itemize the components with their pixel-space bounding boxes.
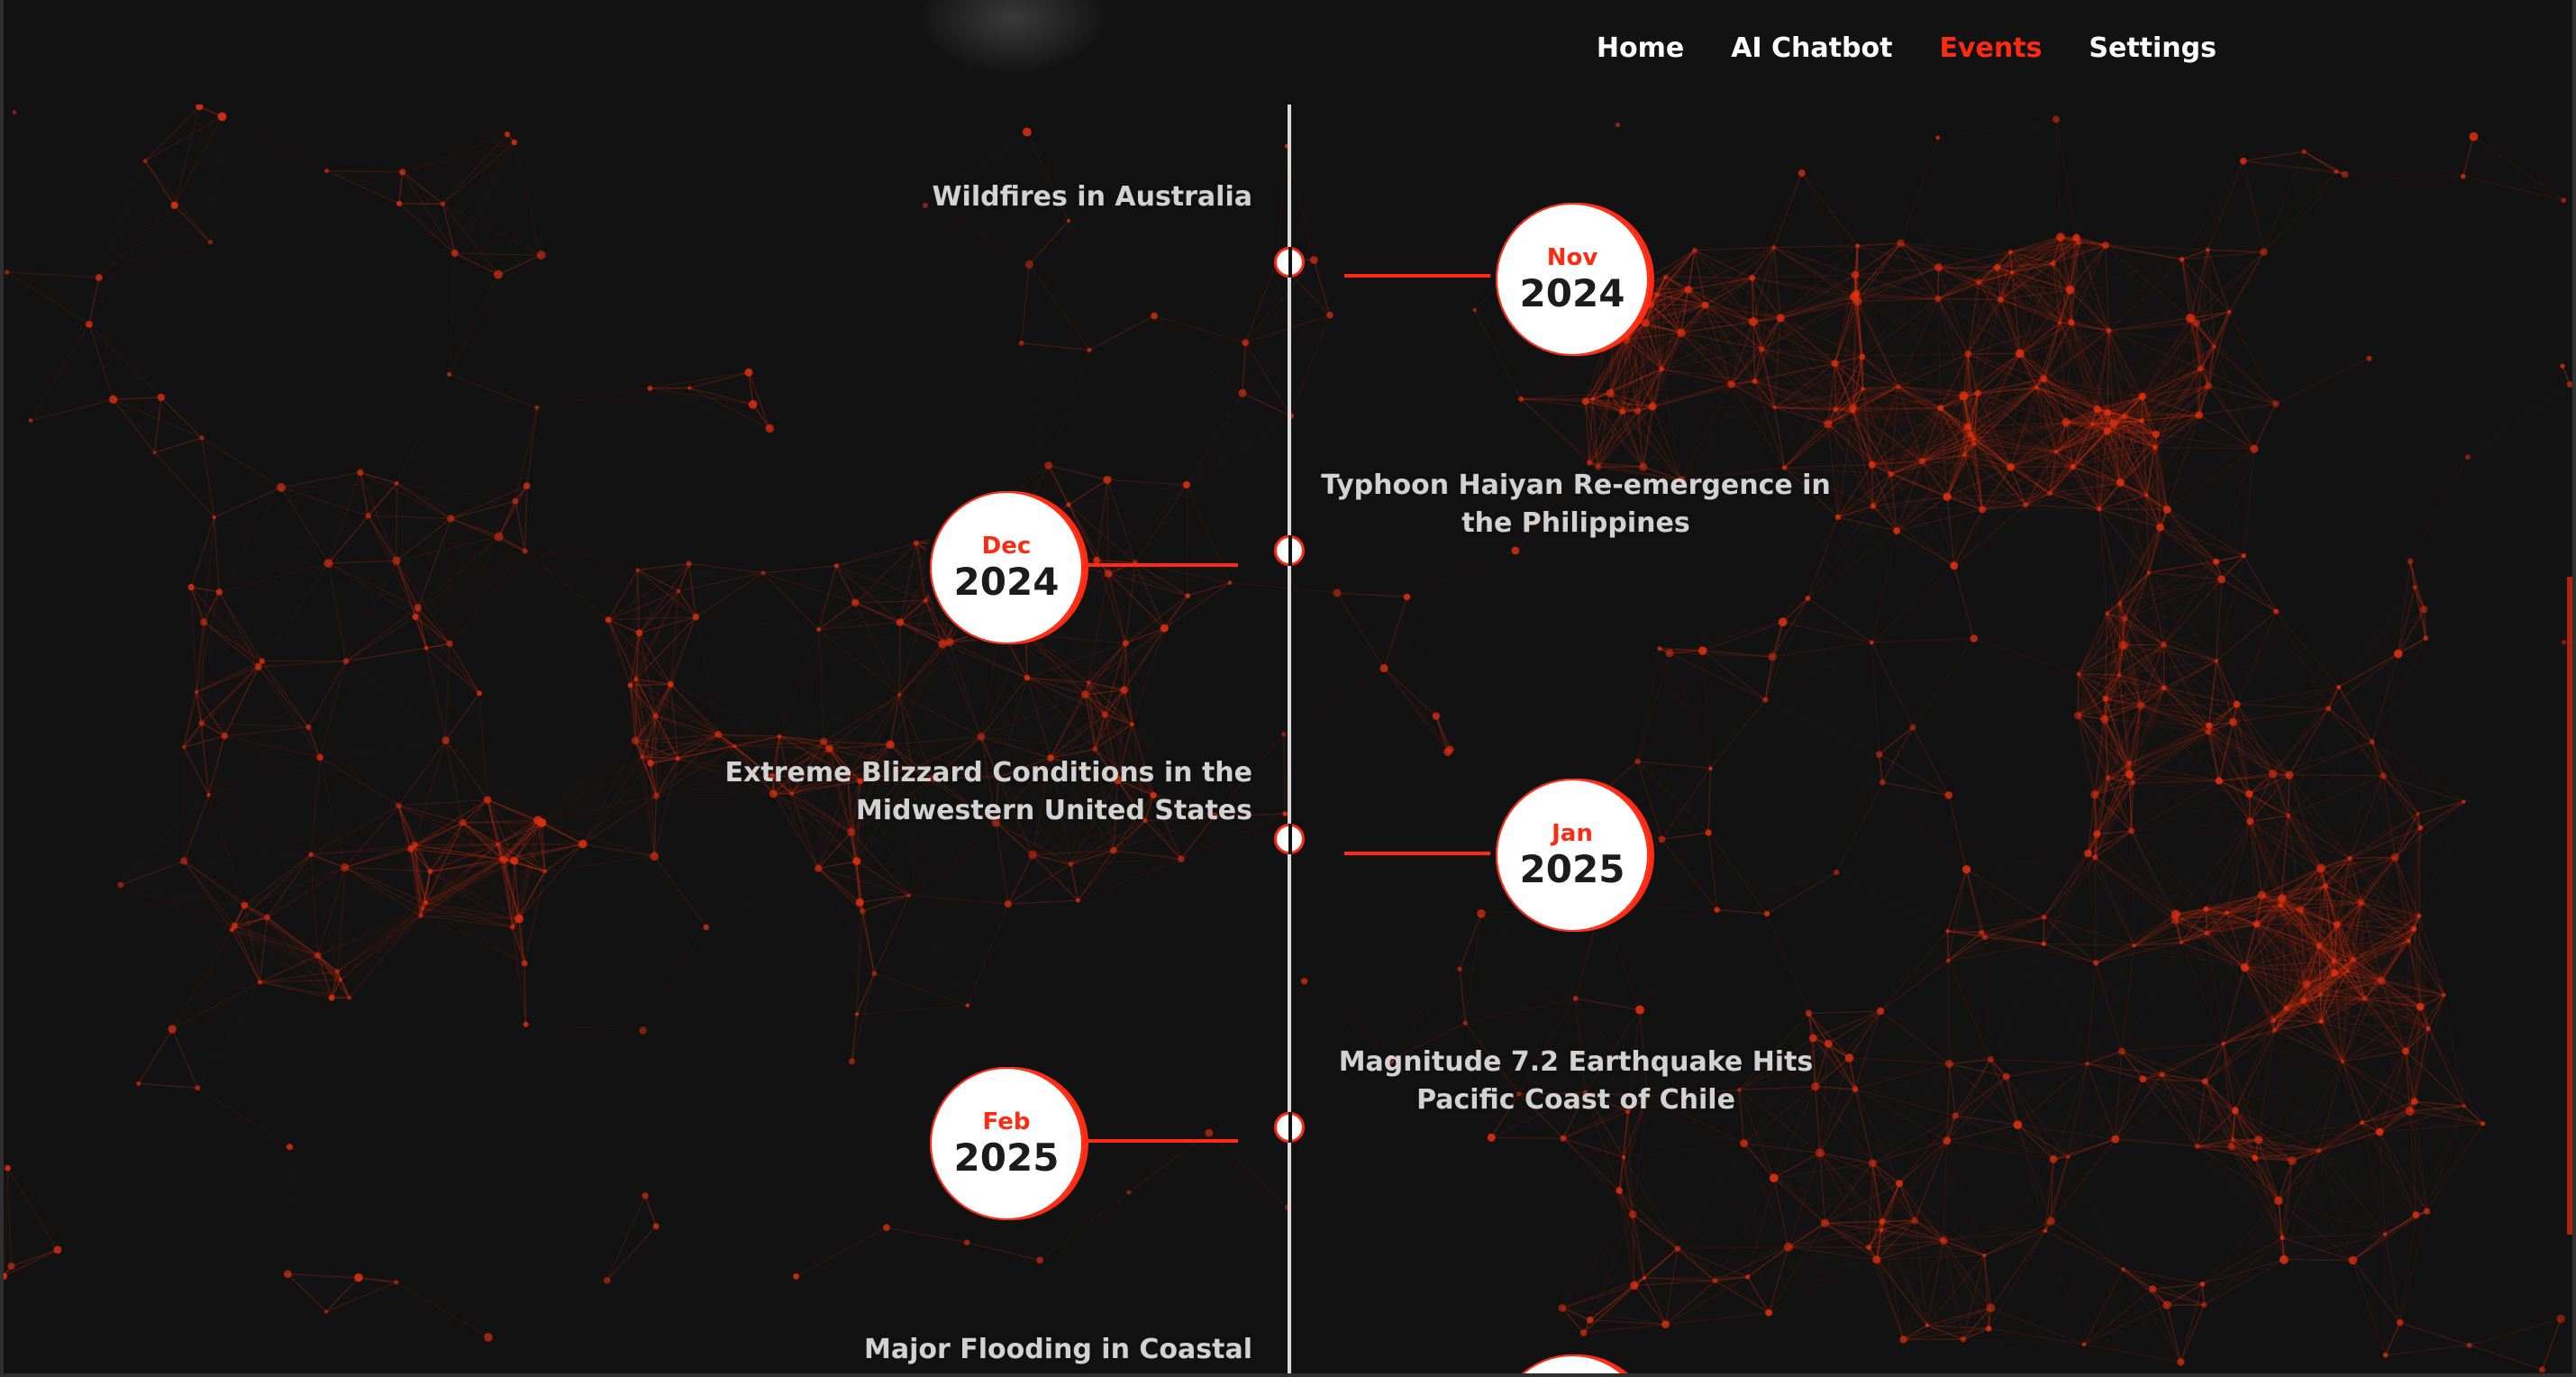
event-title[interactable]: Major Flooding in Coastal (864, 1334, 1252, 1365)
timeline-dot[interactable] (1274, 1112, 1305, 1143)
nav-home[interactable]: Home (1596, 32, 1685, 64)
event-title[interactable]: Wildfires in Australia (932, 181, 1252, 213)
event-title[interactable]: Extreme Blizzard Conditions in the Midwestern United States (724, 757, 1252, 826)
event-year: 2024 (1519, 271, 1625, 315)
event-title[interactable]: Magnitude 7.2 Earthquake Hits Pacific Coast of Chile (1338, 1046, 1814, 1116)
event-year: 2025 (953, 1135, 1060, 1180)
event-month: Dec (981, 533, 1032, 560)
event-month: Jan (1552, 820, 1593, 847)
main-nav (1597, 32, 2216, 64)
timeline-connector (1085, 563, 1238, 567)
timeline-dot[interactable] (1274, 535, 1305, 566)
event-month: Feb (982, 1108, 1031, 1135)
event-date-badge[interactable] (930, 491, 1083, 644)
top-navigation-bar (4, 0, 2576, 105)
timeline-connector (1344, 274, 1506, 278)
event-date-badge[interactable] (1496, 779, 1649, 932)
nav-settings[interactable]: Settings (2089, 32, 2216, 64)
event-title[interactable]: Typhoon Haiyan Re-emergence in the Philippines (1321, 470, 1831, 539)
nav-events[interactable]: Events (1939, 32, 2043, 64)
scrollbar-thumb[interactable] (2567, 577, 2572, 1235)
timeline-connector (1344, 852, 1506, 855)
timeline-dot[interactable] (1274, 247, 1305, 278)
event-date-badge[interactable] (1496, 203, 1649, 356)
timeline-connector (1085, 1139, 1238, 1143)
logo-icon[interactable] (923, 0, 1103, 72)
timeline-dot[interactable] (1274, 824, 1305, 854)
event-month: Nov (1546, 244, 1598, 271)
nav-ai-chatbot[interactable]: AI Chatbot (1731, 32, 1893, 64)
event-year: 2025 (1519, 847, 1625, 891)
event-year: 2024 (953, 560, 1060, 604)
timeline-axis (1288, 105, 1291, 1377)
event-date-badge[interactable] (930, 1067, 1083, 1220)
